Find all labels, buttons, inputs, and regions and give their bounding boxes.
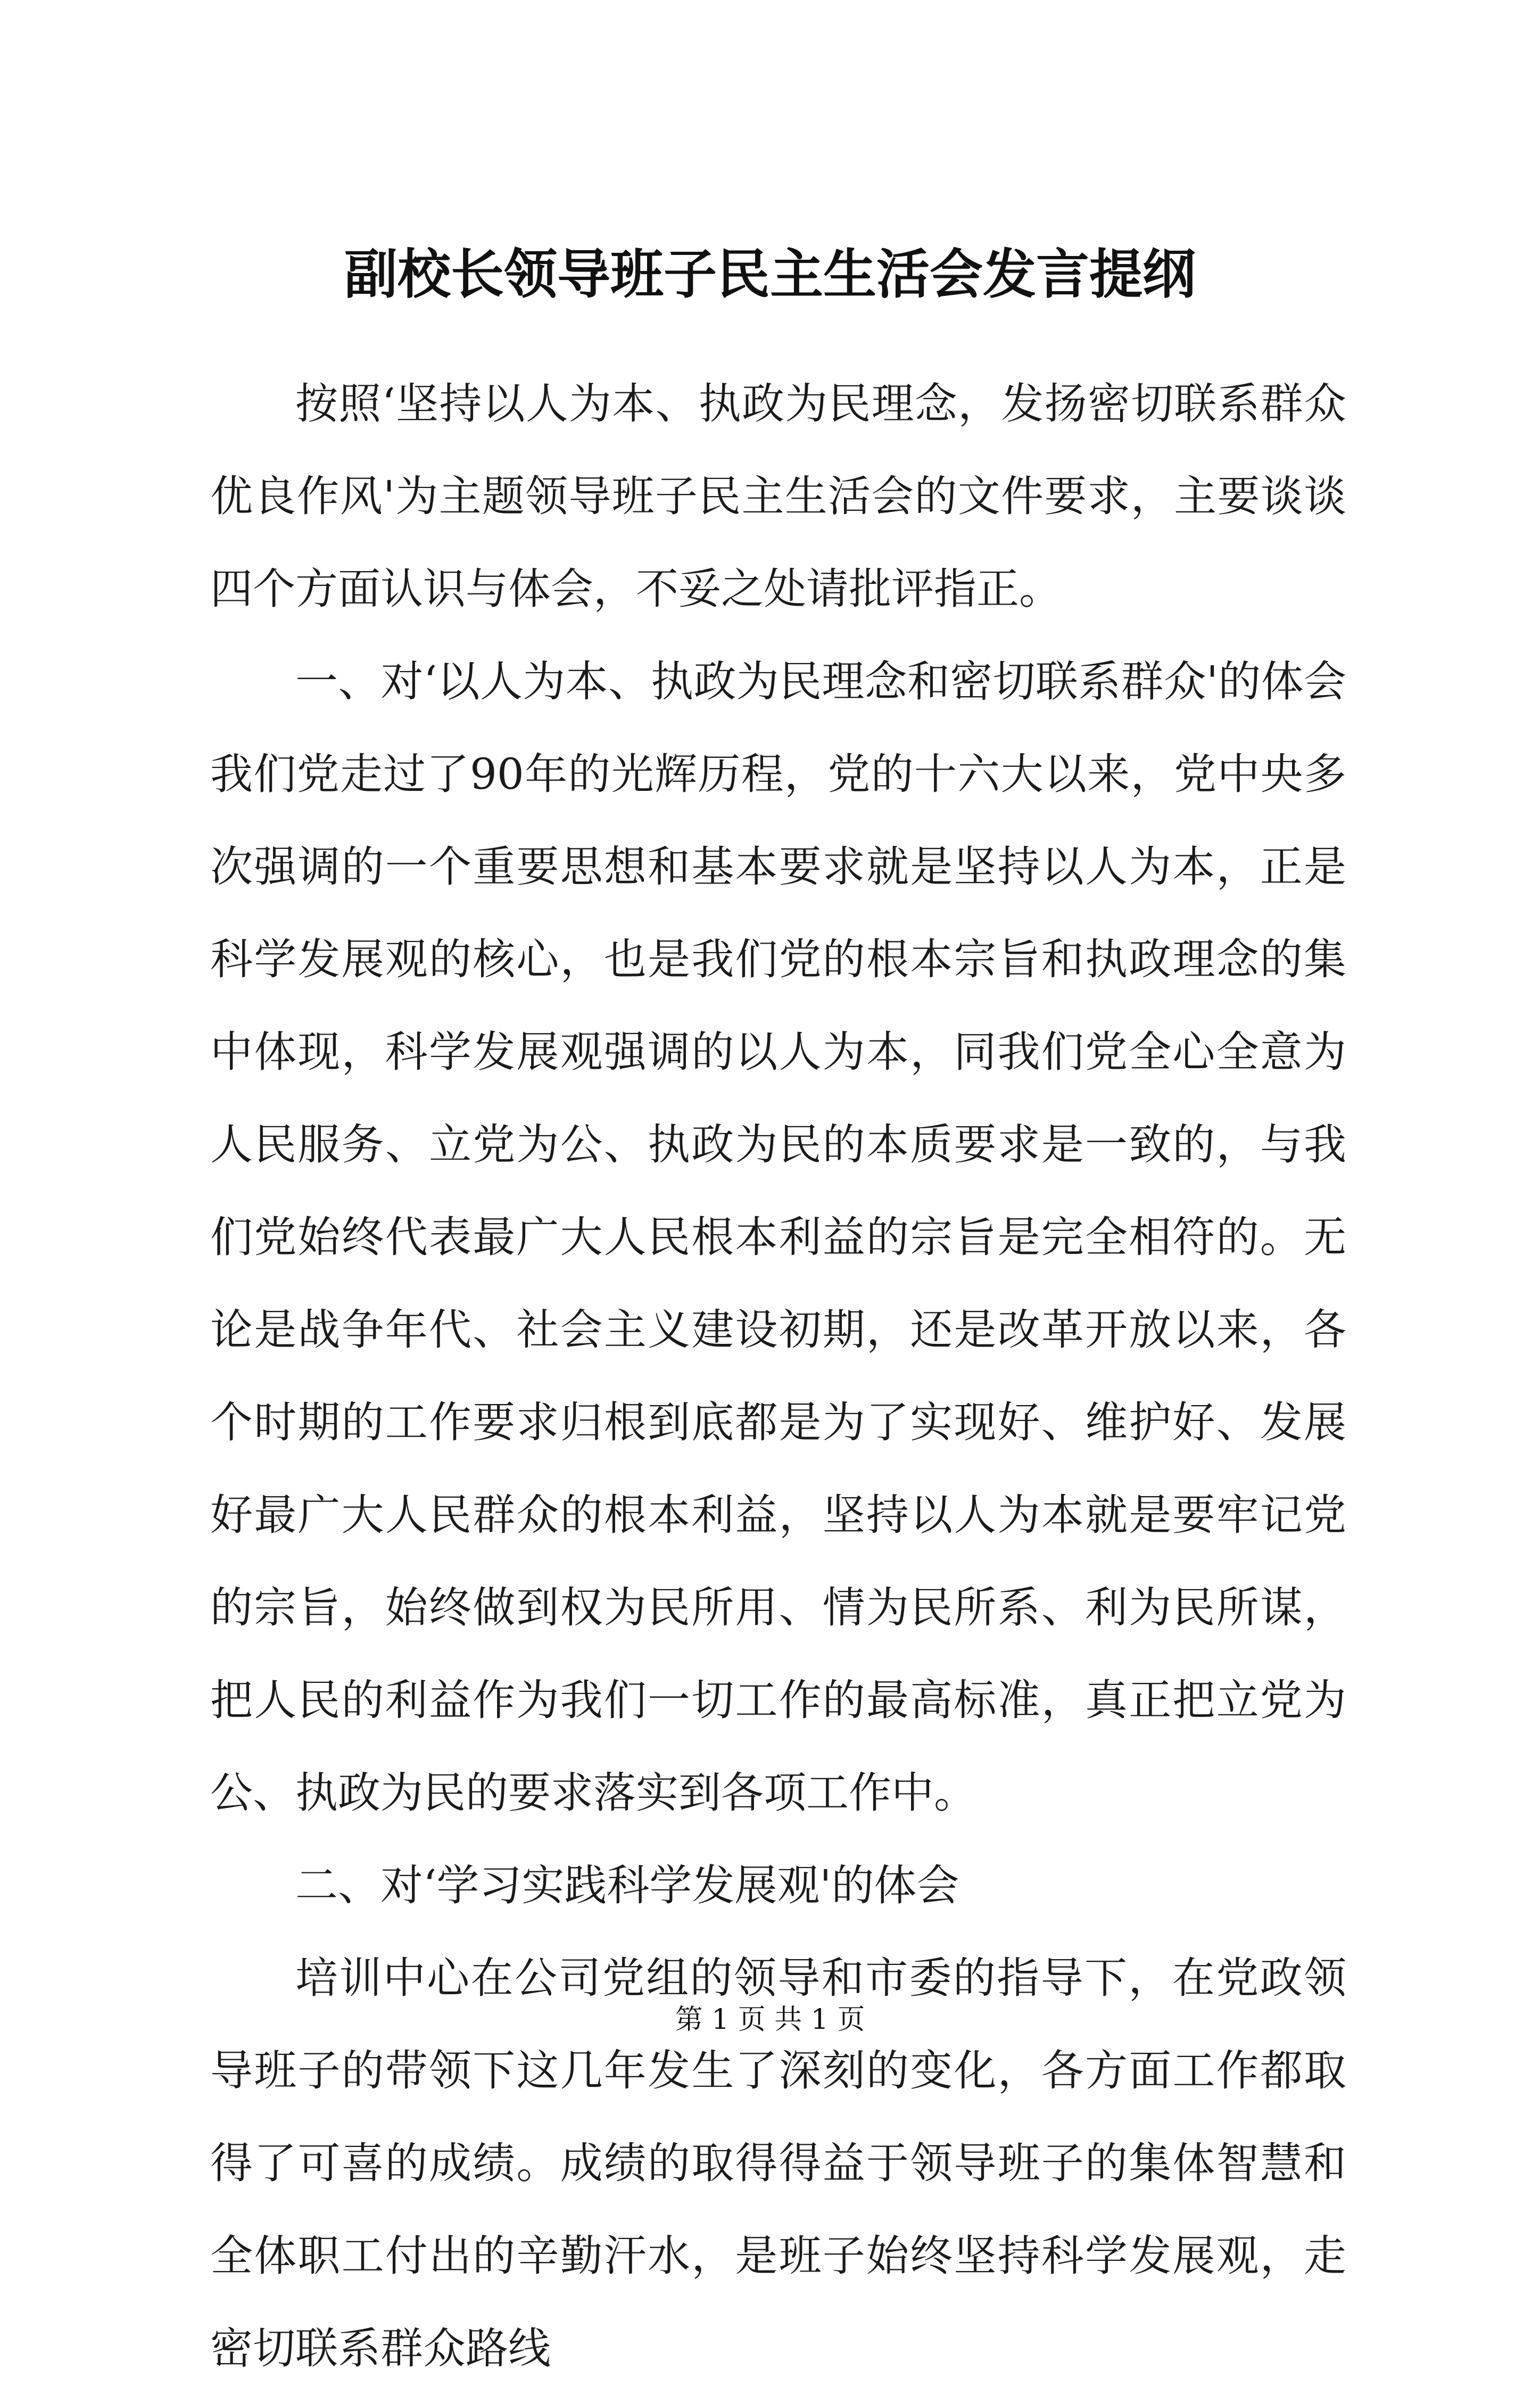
paragraph-section-two-heading: 二、对‘学习实践科学发展观'的体会	[295, 1861, 959, 1910]
document-title: 副校长领导班子民主生活会发言提纲	[344, 243, 1196, 305]
paragraph-intro: 按照‘坚持以人为本、执政为民理念，发扬密切联系群众优良作风'为主题领导班子民主生活会的文件要求，主要谈谈四个方面认识与体会，不妥之处请批评指正。	[210, 379, 1346, 614]
page-footer: 第 1 页 共 1 页	[675, 2004, 865, 2036]
document-body	[210, 358, 1346, 2395]
paragraph-section-two-body: 培训中心在公司党组的领导和市委的指导下，在党政领导班子的带领下这几年发生了深刻的变化，各方面工作都取得了可喜的成绩。成绩的取得得益于领导班子的集体智慧和全体职工付出的辛勤汗水，是班子始终坚持科学发展观，走密切联系群众路线	[210, 1953, 1346, 2373]
paragraph-section-one: 一、对‘以人为本、执政为民理念和密切联系群众'的体会我们党走过了90年的光辉历程，党的十六大以来，党中央多次强调的一个重要思想和基本要求就是坚持以人为本，正是科学发展观的核心，也是我们党的根本宗旨和执政理念的集中体现，科学发展观强调的以人为本，同我们党全心全意为人民服务、立党为公、执政为民的本质要求是一致的，与我们党始终代表最广大人民根本利益的宗旨是完全相符的。无论是战争年代、社会主义建设初期，还是改革开放以来，各个时期的工作要求归根到底都是为了实现好、维护好、发展好最广大人民群众的根本利益，坚持以人为本就是要牢记党的宗旨，始终做到权为民所用、情为民所系、利为民所谋，把人民的利益作为我们一切工作的最高标准，真正把立党为公、执政为民的要求落实到各项工作中。	[210, 657, 1346, 1818]
